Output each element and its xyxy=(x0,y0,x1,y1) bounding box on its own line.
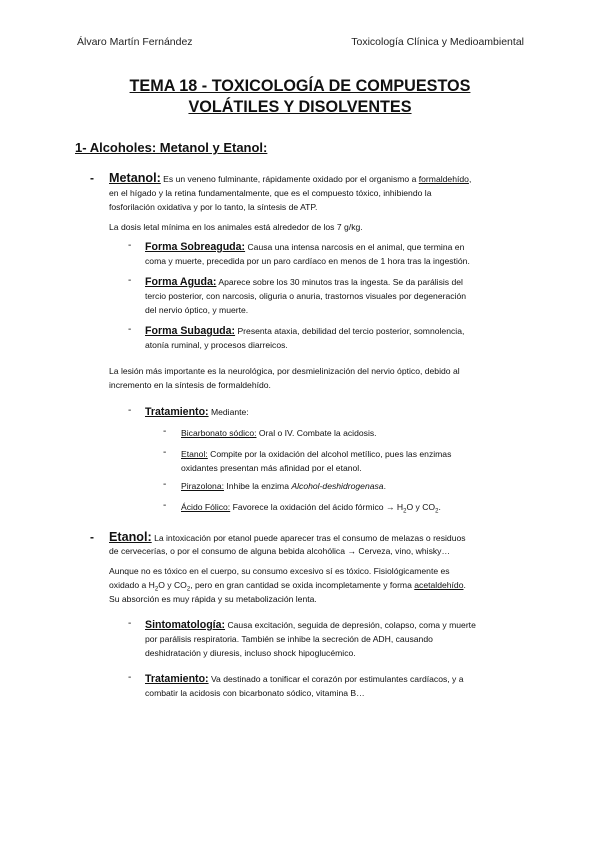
dash-bullet: - xyxy=(90,171,94,185)
lesion-line-1: La lesión más importante es la neurológica, por desmielinización del nervio óptico, debido al xyxy=(109,366,460,376)
comma: , xyxy=(468,174,472,184)
subscript: 2 xyxy=(186,586,191,593)
sintomatologia-line-1 xyxy=(145,618,476,633)
metanol-tratamiento-line xyxy=(145,405,249,420)
bicarbonato-term: Bicarbonato sódico: xyxy=(181,428,257,438)
metanol-desc-text: Es un veneno fulminante, rápidamente oxidado por el organismo a xyxy=(163,174,419,184)
etanol-p2-line-2 xyxy=(109,578,466,593)
section-heading: 1- Alcoholes: Metanol y Etanol: xyxy=(75,140,268,155)
dash-bullet: - xyxy=(128,405,132,416)
pirazolona-line xyxy=(181,479,386,494)
etanol-antidote-line-1 xyxy=(181,447,451,462)
etanol-p2-line-1: Aunque no es tóxico en el cuerpo, su consumo excesivo sí es tóxico. Fisiológicamente es xyxy=(109,566,450,576)
sintomatologia-line-2: por parálisis respiratoria. También se inhibe la secreción de ADH, causando xyxy=(145,634,433,644)
etanol-p2-line-3: Su absorción es muy rápida y su metabolización lenta. xyxy=(109,594,317,604)
forma-sobreaguda-line-1 xyxy=(145,240,464,255)
subscript: 2 xyxy=(154,586,159,593)
subscript: 2 xyxy=(403,508,407,515)
period: . xyxy=(383,481,386,491)
forma-subaguda-line-2: atonía ruminal, y procesos diarreicos. xyxy=(145,340,288,350)
dash-bullet: - xyxy=(163,500,167,511)
forma-aguda-term: Forma Aguda: xyxy=(145,276,217,288)
page-title xyxy=(60,76,540,118)
metanol-dose: La dosis letal mínima en los animales está alrededor de los 7 g/kg. xyxy=(109,222,363,232)
acetaldehido-link-text: acetaldehído xyxy=(414,580,464,590)
header-subject: Toxicología Clínica y Medioambiental xyxy=(351,36,524,48)
etanol-p2-text-a: oxidado a H xyxy=(109,580,155,590)
sintomatologia-text: Causa excitación, seguida de depresión, colapso, coma y muerte xyxy=(227,620,476,630)
dash-bullet: - xyxy=(128,324,132,335)
etanol-p2-text-c: , pero en gran cantidad se oxida incompletamente y forma xyxy=(190,580,415,590)
lesion-line-2: incremento en la síntesis de formaldehído. xyxy=(109,380,271,390)
forma-subaguda-text: Presenta ataxia, debilidad del tercio posterior, somnolencia, xyxy=(237,326,465,336)
dash-bullet: - xyxy=(90,530,94,544)
period: . xyxy=(438,502,441,512)
pirazolona-text: Inhibe la enzima xyxy=(226,481,292,491)
dash-bullet: - xyxy=(163,447,167,458)
sintomatologia-term: Sintomatología: xyxy=(145,619,226,631)
dash-bullet: - xyxy=(128,618,132,629)
dash-bullet: - xyxy=(163,479,167,490)
forma-subaguda-term: Forma Subaguda: xyxy=(145,325,236,337)
etanol-desc-line-2: de cervecerías, o por el consumo de alguna bebida alcohólica → Cerveza, vino, whisky… xyxy=(109,546,451,556)
dash-bullet: - xyxy=(128,240,132,251)
etanol-tratamiento-line-2: combatir la acidosis con bicarbonato sódico, vitamina B… xyxy=(145,688,365,698)
forma-aguda-line-1 xyxy=(145,275,463,290)
forma-sobreaguda-term: Forma Sobreaguda: xyxy=(145,241,246,253)
etanol-antidote-line-2: oxidantes presentan más afinidad por el etanol. xyxy=(181,463,362,473)
acido-folico-line xyxy=(181,500,441,515)
forma-aguda-line-2: tercio posterior, con narcosis, oliguria o anuria, trastornos visuales por degeneración xyxy=(145,291,467,301)
etanol-tratamiento-text: Va destinado a tonificar el corazón por estimulantes cardíacos, y a xyxy=(210,674,464,684)
metanol-desc-line-2: en el hígado y la retina fundamentalmente, que es el compuesto tóxico, inhibiendo la xyxy=(109,188,432,198)
bicarbonato-text: Oral o IV. Combate la acidosis. xyxy=(258,428,377,438)
enzyme-name: Alcohol-deshidrogenasa xyxy=(291,481,384,491)
bicarbonato-line xyxy=(181,426,377,441)
metanol-desc-line-3: fosforilación oxidativa y por lo tanto, la síntesis de ATP. xyxy=(109,202,318,212)
dash-bullet: - xyxy=(163,426,167,437)
title-line-2: VOLÁTILES Y DISOLVENTES xyxy=(188,98,412,116)
metanol-desc-line-1 xyxy=(109,171,471,187)
forma-aguda-line-3: del nervio óptico, y muerte. xyxy=(145,305,249,315)
sintomatologia-line-3: deshidratación y diuresis, incluso shock hipoglucémico. xyxy=(145,648,356,658)
etanol-antidote-text: Compite por la oxidación del alcohol metílico, pues las enzimas xyxy=(210,449,452,459)
metanol-term: Metanol: xyxy=(109,171,161,185)
pirazolona-term: Pirazolona: xyxy=(181,481,224,491)
dash-bullet: - xyxy=(128,672,132,683)
metanol-tratamiento-term: Tratamiento: xyxy=(145,406,209,418)
period: . xyxy=(463,580,466,590)
etanol-term: Etanol: xyxy=(109,530,152,544)
subscript: 2 xyxy=(435,508,439,515)
acido-folico-text: Favorece la oxidación del ácido fórmico → H xyxy=(232,502,404,512)
title-line-1: TEMA 18 - TOXICOLOGÍA DE COMPUESTOS xyxy=(129,77,471,95)
acido-folico-term: Ácido Fólico: xyxy=(181,502,231,512)
forma-aguda-text: Aparece sobre los 30 minutos tras la ingesta. Se da parálisis del xyxy=(218,277,463,287)
header-author: Álvaro Martín Fernández xyxy=(77,36,193,48)
acido-folico-text-mid: O y CO xyxy=(406,502,436,512)
formaldehido-link-text: formaldehído xyxy=(418,174,469,184)
etanol-antidote-term: Etanol: xyxy=(181,449,208,459)
metanol-tratamiento-intro: Mediante: xyxy=(210,407,249,417)
etanol-tratamiento-term: Tratamiento: xyxy=(145,673,209,685)
dash-bullet: - xyxy=(128,275,132,286)
forma-subaguda-line-1 xyxy=(145,324,464,339)
etanol-tratamiento-line-1 xyxy=(145,672,464,687)
forma-sobreaguda-line-2: coma y muerte, precedida por un paro cardíaco en menos de 1 hora tras la ingestión. xyxy=(145,256,470,266)
etanol-p2-text-b: O y CO xyxy=(158,580,187,590)
etanol-desc-text: La intoxicación por etanol puede aparecer tras el consumo de melazas o residuos xyxy=(154,533,466,543)
forma-sobreaguda-text: Causa una intensa narcosis en el animal, que termina en xyxy=(247,242,465,252)
